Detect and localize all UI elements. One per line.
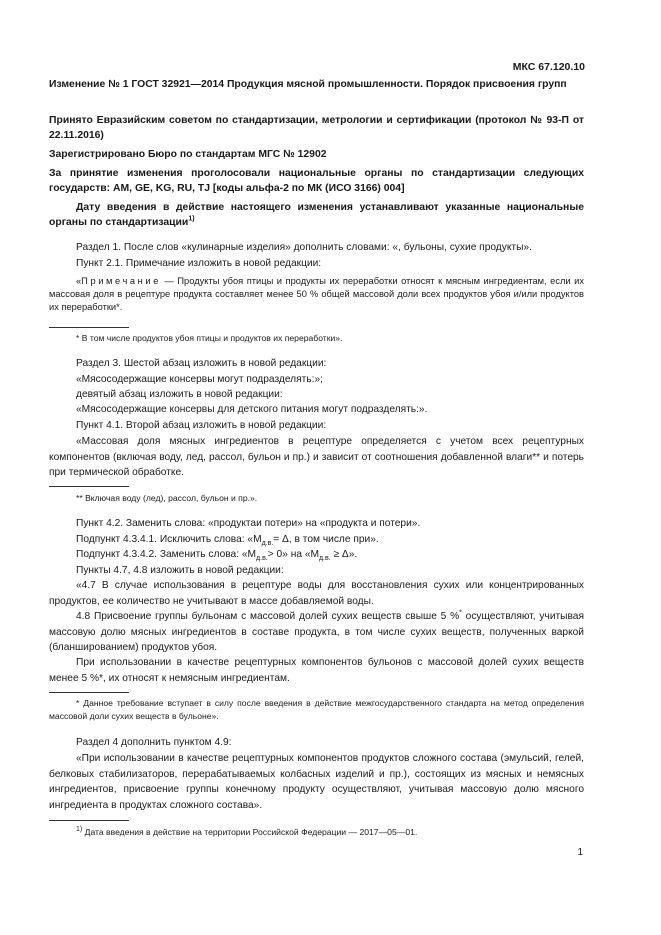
paragraph-item-4-2: Пункт 4.2. Заменить слова: «продуктаи потери» на «продукта и потери». <box>76 518 421 529</box>
paragraph-4-8: 4.8 Присвоение группы бульонам с массовой долей сухих веществ свыше 5 %* осуществляют, учитывая массовую долю мясных ингредиентов в составе продукта, в том числе сухих веществ, полученных варкой (бланшированием) продуктов убоя. <box>49 609 584 653</box>
note-block: «Примечание — Продукты убоя птицы и продукты их переработки относят к мясным ингредиентам, если их массовая доля в рецептуре продукта составляет менее 50 % общей массовой доли всех продуктов убоя и/или продуктов их переработки*. <box>49 276 584 312</box>
footnote-divider <box>49 327 129 328</box>
paragraph-4-3-4-1: Подпункт 4.3.4.1. Исключить слова: «$М_{д.в.}= \Delta$, в том числе при». <box>76 534 379 548</box>
footnote-1: * В том числе продуктов убоя птицы и продуктов их переработки». <box>76 333 343 343</box>
paragraph-section3: Раздел 3. Шестой абзац изложить в новой редакции: <box>76 358 327 369</box>
paragraph-4-3-4-2: Подпункт 4.3.4.2. Заменить слова: «$М_{д.в.}> 0$» на «$М_{д.в.} \ge \Delta$». <box>76 549 358 563</box>
paragraph-quote-1: «Мясосодержащие консервы могут подразделять:»; <box>76 374 323 385</box>
paragraph-item-4-1: Пункт 4.1. Второй абзац изложить в новой редакции: <box>76 420 327 431</box>
footnote-effective-date: $^{1)}$ Дата введения в действие на территории Российской Федерации — 2017—05—01. <box>76 826 418 837</box>
paragraph-section1: Раздел 1. После слов «кулинарные изделия» дополнить словами: «, бульоны, сухие продукты». <box>76 242 532 253</box>
footnote-3: * Данное требование вступает в силу после введения в действие межгосударственного стандарта на метод определения массовой доли сухих веществ в бульоне». <box>49 698 584 721</box>
paragraph-broth-components: При использовании в качестве рецептурных компонентов бульонов с массовой долей сухих веществ менее 5 %*, их относят к немясным ингредиентам. <box>49 657 584 684</box>
classification-code: МКС 67.120.10 <box>512 61 585 73</box>
paragraph-ninth: девятый абзац изложить в новой редакции: <box>76 389 283 400</box>
footnote-2: ** Включая воду (лед), рассол, бульон и пр.». <box>76 493 258 503</box>
paragraph-quote-2: «Мясосодержащие консервы для детского питания могут подразделять:». <box>76 404 428 415</box>
footnote-divider <box>49 820 129 821</box>
page-number: 1 <box>577 847 583 858</box>
amendment-title: Изменение № 1 ГОСТ 32921—2014 Продукция мясной промышленности. Порядок присвоения групп <box>49 79 567 90</box>
paragraph-4-7: «4.7 В случае использования в рецептуре воды для восстановления сухих или концентрированных продуктов, ее количество не учитывают в массе добавляемой воды. <box>49 580 584 607</box>
paragraph-mass-fraction: «Массовая доля мясных ингредиентов в рецептуре определяется с учетом всех рецептурных компонентов (включая воду, лед, рассол, бульон и пр.) и зависит от соотношения добавленной влаги** и потерь при термической обработке. <box>49 436 584 478</box>
note-label: Примечание <box>81 276 161 286</box>
effective-date-intro: Дату введения в действие настоящего изменения устанавливают указанные национальные органы по стандартизации$^{1)}$ <box>49 202 584 228</box>
footnote-ref-1: 1) <box>188 215 195 223</box>
voting-info: За принятие изменения проголосовали национальные органы по стандартизации следующих государств: AM, GE, KG, RU, TJ [коды альфа-2 по МК (ИСО 3166) 004] <box>49 168 584 194</box>
paragraph-4-9: «При использовании в качестве рецептурных компонентов продуктов сложного состава (эмульсий, гелей, белковых стабилизаторов, перерабатываемых колбасных изделий и пр.), состоящих из мясных и немясных ингредиентов, присвоение группы конечному продукту осуществляют, учитывая массовую долю мясного ингредиента в продуктах сложного состава». <box>49 753 584 811</box>
adoption-info: Принято Евразийским советом по стандартизации, метрологии и сертификации (протокол № 93-П от 22.11.2016) <box>49 115 584 141</box>
footnote-divider <box>49 486 129 487</box>
paragraph-section4: Раздел 4 дополнить пунктом 4.9: <box>76 737 232 748</box>
paragraph-items-4-7-4-8: Пункты 4.7, 4.8 изложить в новой редакции: <box>76 565 284 576</box>
paragraph-item-2-1: Пункт 2.1. Примечание изложить в новой редакции: <box>76 258 322 269</box>
registration-info: Зарегистрировано Бюро по стандартам МГС № 12902 <box>49 149 327 160</box>
footnote-divider <box>49 692 129 693</box>
